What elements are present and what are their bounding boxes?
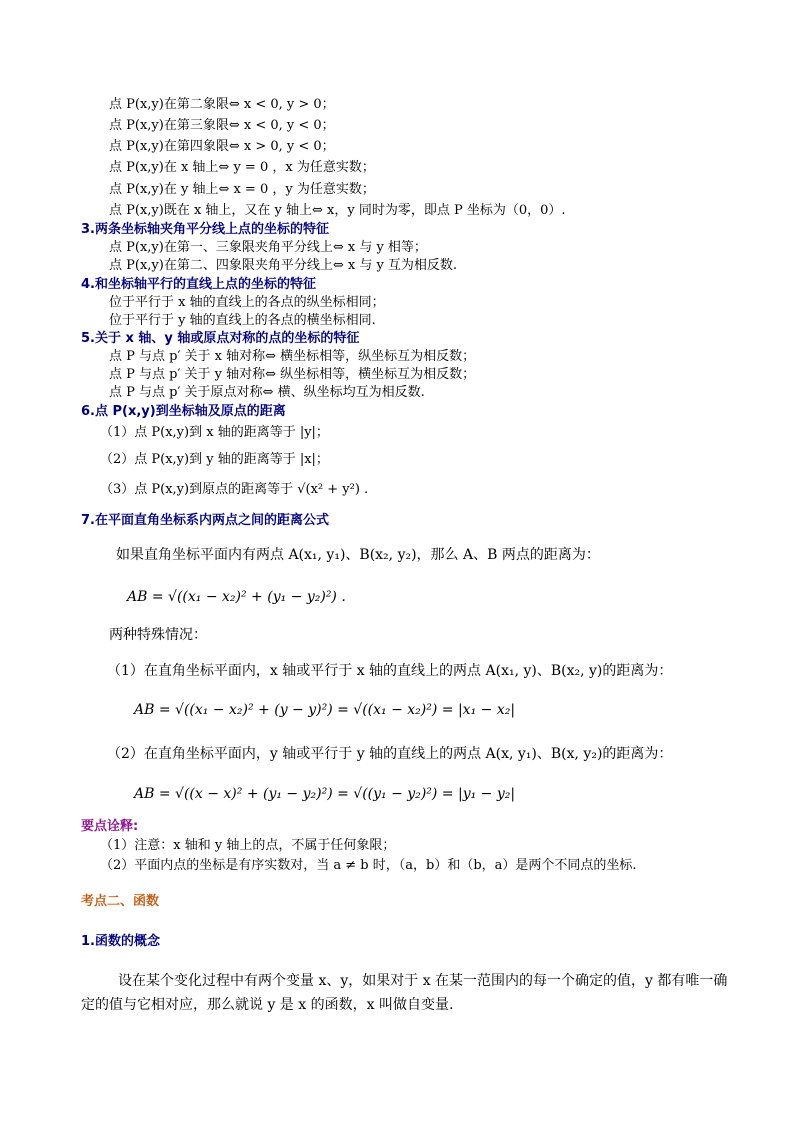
section-line: 点 P 与点 p′ 关于 y 轴对称⇔ 纵坐标相等，横坐标互为相反数； [109, 367, 476, 382]
function-definition-line: 定的值与它相对应，那么就说 y 是 x 的函数，x 叫做自变量. [81, 997, 454, 1013]
concept-heading: 1.函数的概念 [81, 934, 160, 949]
case1-text: （1）在直角坐标平面内，x 轴或平行于 x 轴的直线上的两点 A(x₁, y)、B(x₂, y)的距离为： [107, 663, 673, 679]
special-cases-title: 两种特殊情况： [109, 627, 207, 643]
quadrant-line: 点 P(x,y)在第三象限⇔ x < 0, y < 0； [109, 118, 335, 133]
section-line: 点 P(x,y)在第二、四象限夹角平分线上⇔ x 与 y 互为相反数. [109, 258, 458, 273]
distance-line: （1）点 P(x,y)到 x 轴的距离等于 |y|； [100, 425, 329, 440]
note-line: （2）平面内点的坐标是有序实数对，当 a ≠ b 时，（a，b）和（b，a）是两个不同点的坐标. [100, 858, 637, 873]
quadrant-line: 点 P(x,y)在第二象限⇔ x < 0, y > 0； [109, 97, 335, 112]
section-line: 点 P 与点 p′ 关于 x 轴对称⇔ 横坐标相等，纵坐标互为相反数； [109, 349, 476, 364]
section-line: 位于平行于 x 轴的直线上的各点的纵坐标相同； [109, 295, 385, 310]
distance-line: （2）点 P(x,y)到 y 轴的距离等于 |x|； [100, 452, 329, 467]
kaodian-heading: 考点二、函数 [81, 894, 160, 909]
formula-intro: 如果直角坐标平面内有两点 A(x₁, y₁)、B(x₂, y₂)，那么 A、B 两点的距离为： [116, 547, 600, 563]
section-heading: 3.两条坐标轴夹角平分线上点的坐标的特征 [81, 222, 329, 237]
quadrant-line: 点 P(x,y)在第四象限⇔ x > 0, y < 0； [109, 139, 335, 154]
notes-heading: 要点诠释: [81, 819, 139, 834]
distance-line: （3）点 P(x,y)到原点的距离等于 √(x² + y²) . [100, 482, 369, 497]
case1-formula: AB = √((x₁ − x₂)² + (y − y)²) = √((x₁ − x₂)²) = |x₁ − x₂| [134, 702, 516, 718]
section-line: 位于平行于 y 轴的直线上的各点的横坐标相同. [109, 313, 376, 328]
section-heading: 6.点 P(x,y)到坐标轴及原点的距离 [81, 404, 286, 419]
section-line: 点 P 与点 p′ 关于原点对称⇔ 横、纵坐标均互为相反数. [109, 385, 425, 400]
section-heading: 4.和坐标轴平行的直线上点的坐标的特征 [81, 277, 316, 292]
case2-formula: AB = √((x − x)² + (y₁ − y₂)²) = √((y₁ − y₂)²) = |y₁ − y₂| [134, 786, 516, 802]
distance-formula: AB = √((x₁ − x₂)² + (y₁ − y₂)²) . [127, 589, 346, 605]
quadrant-line: 点 P(x,y)在 x 轴上⇔ y = 0 ，x 为任意实数； [109, 160, 375, 175]
case2-text: （2）在直角坐标平面内，y 轴或平行于 y 轴的直线上的两点 A(x, y₁)、B(x, y₂)的距离为： [107, 746, 673, 762]
section-line: 点 P(x,y)在第一、三象限夹角平分线上⇔ x 与 y 相等； [109, 240, 427, 255]
note-line: （1）注意：x 轴和 y 轴上的点，不属于任何象限； [100, 838, 396, 853]
function-definition-line: 设在某个变化过程中有两个变量 x、y，如果对于 x 在某一范围内的每一个确定的值，y 都有唯一确 [118, 973, 728, 989]
section-heading: 7.在平面直角坐标系内两点之间的距离公式 [81, 513, 329, 528]
quadrant-line: 点 P(x,y)既在 x 轴上，又在 y 轴上⇔ x，y 同时为零，即点 P 坐标为（0，0）. [109, 203, 566, 218]
section-heading: 5.关于 x 轴、y 轴或原点对称的点的坐标的特征 [81, 331, 360, 346]
quadrant-line: 点 P(x,y)在 y 轴上⇔ x = 0 ，y 为任意实数； [109, 182, 375, 197]
